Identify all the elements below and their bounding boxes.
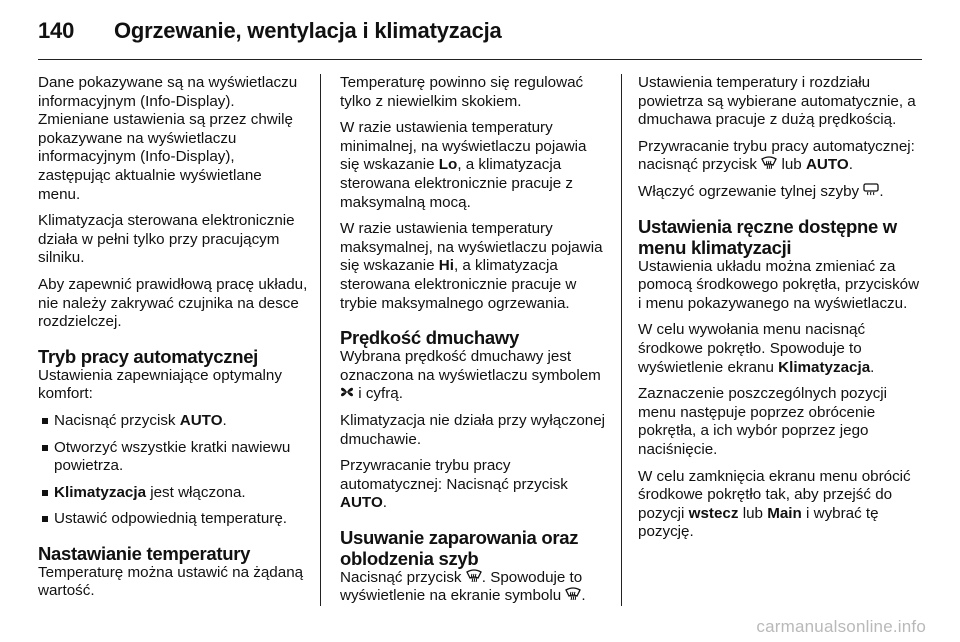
paragraph: Klimatyzacja nie działa przy wyłączonej dmuchawie. [340, 411, 606, 448]
paragraph: Klimatyzacja sterowana elektronicznie działa w pełni tylko przy pracującym silniku. [38, 212, 295, 267]
paragraph: Ustawienia temperatury i rozdziału powietrza są wybierane automatycznie, a dmuchawa pracuje z dużą prędkością. [638, 74, 916, 129]
fan-icon [340, 385, 354, 404]
page-title: Ogrzewanie, wentylacja i klimatyzacja [114, 18, 502, 43]
paragraph: Przywracanie trybu pracy automatycznej: Nacisnąć przycisk AUTO. [340, 457, 568, 512]
column-3 [638, 74, 920, 550]
paragraph: W celu zamknięcia ekranu menu obrócić środkowe pokrętło tak, aby przejść do pozycji wstecz lub Main i wybrać tę pozycję. [638, 467, 911, 541]
heading-fan-speed: Prędkość dmuchawy [340, 327, 519, 349]
watermark-text: carmanualsonline.info [756, 617, 926, 636]
heading-manual-settings: Ustawienia ręczne dostępne w menu klimatyzacji [638, 215, 897, 258]
paragraph: Przywracanie trybu pracy automatycznej: nacisnąć przycisk lub AUTO. [638, 137, 915, 174]
heading-temperature: Nastawianie temperatury [38, 542, 251, 564]
paragraph: W razie ustawienia temperatury minimalnej, na wyświetlaczu pojawia się wskazanie Lo, a klimatyzacja sterowana elektronicznie pracuje z maksymalną mocą. [340, 119, 587, 211]
heading-defrost: Usuwanie zaparowania oraz oblodzenia szyb [340, 526, 579, 569]
paragraph: Temperaturę można ustawić na żądaną wartość. [38, 563, 304, 600]
paragraph: Zaznaczenie poszczególnych pozycji menu następuje poprzez obrócenie pokrętła, a ich wybór poprzez jego naciśnięcie. [638, 385, 888, 458]
bullet-item: Otworzyć wszystkie kratki nawiewu powietrza. [38, 439, 308, 476]
bullet-item: Ustawić odpowiednią temperaturę. [38, 510, 308, 529]
column-1 [38, 74, 308, 609]
paragraph: Włączyć ogrzewanie tylnej szyby . [638, 182, 884, 200]
page-number: 140 [38, 18, 75, 43]
paragraph: Ustawienia zapewniające optymalny komfort: [38, 366, 282, 403]
paragraph: Dane pokazywane są na wyświetlaczu informacyjnym (Info-Display). Zmieniane ustawienia są przez chwilę pokazywane na wyświetlaczu informacyjnym (Info-Display), zastępując aktualnie wyświetlane menu. [38, 74, 298, 203]
paragraph: W razie ustawienia temperatury maksymalnej, na wyświetlaczu pojawia się wskazanie Hi, a klimatyzacja sterowana elektronicznie pracuje w trybie maksymalnego ogrzewania. [340, 220, 603, 312]
bullet-item: Nacisnąć przycisk AUTO. [38, 412, 308, 431]
windshield-defrost-icon [761, 156, 777, 175]
windshield-defrost-icon [466, 569, 482, 588]
page-header [38, 18, 502, 48]
heading-auto-mode: Tryb pracy automatycznej [38, 345, 259, 367]
column-divider-2 [621, 74, 622, 606]
header-rule [38, 59, 922, 60]
paragraph: Nacisnąć przycisk . Spowoduje to wyświetlenie na ekranie symbolu . [340, 568, 586, 605]
rear-window-heating-icon [863, 183, 879, 202]
column-2 [340, 74, 608, 614]
paragraph: Aby zapewnić prawidłową pracę układu, nie należy zakrywać czujnika na desce rozdzielczej. [38, 275, 308, 331]
paragraph: W celu wywołania menu nacisnąć środkowe pokrętło. Spowoduje to wyświetlenie ekranu Klimatyzacja. [638, 321, 875, 376]
paragraph: Ustawienia układu można zmieniać za pomocą środkowego pokrętła, przycisków i menu pokazywanego na wyświetlaczu. [638, 257, 920, 312]
column-divider-1 [320, 74, 321, 606]
windshield-defrost-icon [565, 587, 581, 606]
paragraph: Wybrana prędkość dmuchawy jest oznaczona na wyświetlaczu symbolem i cyfrą. [340, 348, 601, 403]
paragraph: Temperaturę powinno się regulować tylko z niewielkim skokiem. [340, 74, 584, 110]
bullet-item: Klimatyzacja jest włączona. [38, 484, 308, 503]
